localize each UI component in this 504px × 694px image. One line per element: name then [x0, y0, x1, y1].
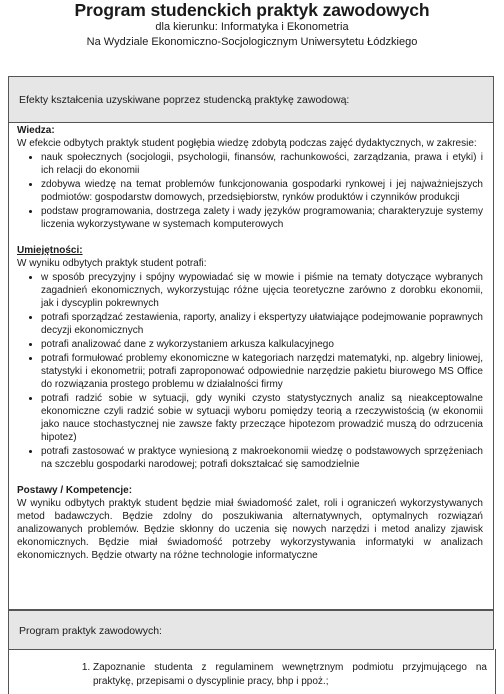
umiejetnosci-intro: W wyniku odbytych praktyk student potrafi: [17, 258, 207, 269]
wiedza-list [17, 151, 483, 231]
program-header: Program praktyk zawodowych: [19, 625, 162, 637]
umiejetnosci-title: Umiejętności: [17, 245, 83, 256]
umiejetnosci-section [17, 244, 483, 471]
list-item: • potrafi zastosować w praktyce wyniesioną z makroekonomii wiedzę o podstawowych sprzężeniach na szczeblu gospodarki narodowej; potrafi dokształcać się samodzielnie [41, 445, 483, 471]
list-item: • potrafi formułować problemy ekonomiczne w kategoriach narzędzi matematyki, np. algebry liniowej, statystyki i ekonometrii; potrafi zaproponować odpowiednie narzędzie pakietu biurowego MS Office do rozwiązania prostego problemu w działalności firmy [41, 352, 483, 391]
list-item: • zdobywa wiedzę na temat problemów funkcjonowania gospodarki rynkowej i jej najważniejszych podmiotów: gospodarstw domowych, przedsiębiorstw, rynków produktów i czynników produkcji [41, 178, 483, 204]
wiedza-title: Wiedza: [17, 125, 55, 136]
document-header [0, 1, 504, 50]
wiedza-intro: W efekcie odbytych praktyk student pogłębia wiedzę zdobytą podczas zajęć dydaktycznych, w zakresie: [17, 138, 477, 149]
effects-header-box [8, 76, 494, 123]
list-item: • potrafi radzić sobie w sytuacji, gdy wyniki czysto statystycznych analiz są nieakceptowalne ekonomiczne czyli radzić sobie w sytuacji wyboru pomiędzy teorią a rzeczywistością (w ekonomii jako nauce stochastycznej nie zawsze fakty przeczące hipotezom prowadzić muszą do odrzucenia hipotez) [41, 392, 483, 444]
program-content [8, 649, 496, 694]
postawy-title: Postawy / Kompetencje: [17, 485, 133, 496]
program-list [93, 661, 487, 689]
document-title: Program studenckich praktyk zawodowych [74, 0, 430, 20]
postawy-text: W wyniku odbytych praktyk student będzie miał świadomość zalet, roli i ograniczeń wykorzystywanych metod badawczych. Będzie zdolny do poszukiwania alternatywnych, optymalnych rozwiązań analizowanych problemów. Będzie skłonny do uczenia się nowych narzędzi i metod analizy zjawisk ekonomicznych. Będzie miał świadomość potrzeby wykorzystywania informatyki w analizach ekonomicznych. Będzie otwarty na różne technologie informatyczne [17, 498, 483, 561]
umiejetnosci-list [17, 271, 483, 471]
list-item: • nauk społecznych (socjologii, psychologii, finansów, rachunkowości, zarządzania, prawa i etyki) i ich relacji do ekonomii [41, 151, 483, 177]
program-direction: dla kierunku: Informatyka i Ekonometria [155, 21, 349, 33]
list-item: • podstaw programowania, dostrzega zalety i wady języków programowania; charakteryzuje systemy liczenia wykorzystywane w systemach komputerowych [41, 205, 483, 231]
program-header-box [8, 610, 494, 650]
faculty-name: Na Wydziale Ekonomiczno-Socjologicznym Uniwersytetu Łódzkiego [86, 36, 418, 48]
wiedza-section [17, 124, 483, 231]
effects-header: Efekty kształcenia uzyskiwane poprzez studencką praktykę zawodową: [19, 94, 350, 106]
list-item: • potrafi sporządzać zestawienia, raporty, analizy i ekspertyzy ułatwiające podejmowanie poprawnych decyzji ekonomicznych [41, 311, 483, 337]
postawy-section [17, 484, 483, 562]
list-item: • w sposób precyzyjny i spójny wypowiadać się w mowie i piśmie na tematy dotyczące wybranych zagadnień ekonomicznych, wykorzystując różne ujęcia teoretyczne zarówno z dorobku ekonomii, jak i dyscyplin pokrewnych [41, 271, 483, 310]
list-item: 1. Zapoznanie studenta z regulaminem wewnętrznym podmiotu przyjmującego na praktykę, przepisami o dyscyplinie pracy, bhp i ppoż.; [93, 661, 487, 689]
list-item: • potrafi analizować dane z wykorzystaniem arkusza kalkulacyjnego [41, 338, 483, 351]
effects-content [8, 122, 494, 610]
